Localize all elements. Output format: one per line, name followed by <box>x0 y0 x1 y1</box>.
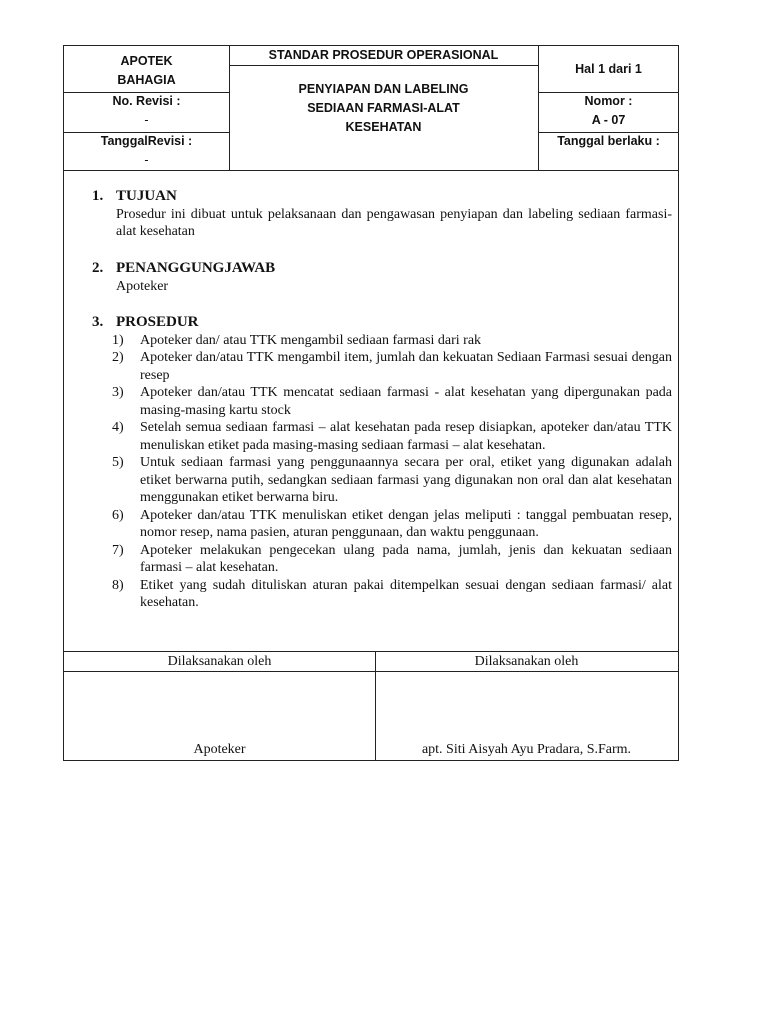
effective-date <box>538 132 679 151</box>
document-number <box>538 92 679 130</box>
doc-title-line1: PENYIAPAN DAN LABELING <box>298 82 469 96</box>
step-text: Setelah semua sediaan farmasi – alat kesehatan pada resep disiapkan, apoteker dan/atau TTK menuliskan etiket pada masing-masing sediaan farmasi – alat kesehatan. <box>140 420 672 453</box>
revision-label: No. Revisi : <box>112 94 181 108</box>
page-indicator: Hal 1 dari 1 <box>575 62 642 76</box>
step-number: 2) <box>112 350 124 365</box>
effective-date-label: Tanggal berlaku : <box>557 134 660 148</box>
doc-title-line3: KESEHATAN <box>345 120 422 134</box>
section-tujuan-text: Prosedur ini dibuat untuk pelaksanaan dan pengawasan penyiapan dan labeling sediaan farmasi-alat kesehatan <box>116 206 672 239</box>
step-text: Apoteker dan/atau TTK mencatat sediaan farmasi - alat kesehatan yang dipergunakan pada masing-masing kartu stock <box>140 385 672 418</box>
signature-right-header: Dilaksanakan oleh <box>375 652 678 672</box>
revision-date <box>64 132 229 170</box>
list-item <box>92 332 672 350</box>
section-title: PROSEDUR <box>116 314 199 330</box>
doc-title <box>229 80 538 137</box>
step-number: 8) <box>112 577 124 593</box>
revision-date-label: TanggalRevisi : <box>100 134 193 148</box>
org-name-line2: BAHAGIA <box>117 73 176 87</box>
list-item <box>92 349 672 384</box>
list-item <box>92 454 672 507</box>
list-item <box>92 384 672 419</box>
org-name-line1: APOTEK <box>120 54 173 68</box>
signature-table <box>63 651 679 761</box>
step-number: 3) <box>112 385 124 400</box>
section-title: PENANGGUNGJAWAB <box>116 260 276 276</box>
step-text: Untuk sediaan farmasi yang penggunaannya secara per oral, etiket yang digunakan adalah etiket berwarna putih, sedangkan sediaan farmasi yang digunakan non oral dan alat kesehatan menggunakan etiket berwarna biru. <box>140 455 672 505</box>
step-number: 1) <box>112 332 124 348</box>
section-prosedur-heading <box>92 314 672 332</box>
section-penanggungjawab <box>92 260 672 295</box>
list-item <box>92 542 672 577</box>
section-title: TUJUAN <box>116 188 177 204</box>
section-prosedur <box>92 314 672 612</box>
section-number: 2. <box>92 260 104 276</box>
signature-left-name: Apoteker <box>193 742 246 757</box>
section-number: 1. <box>92 188 104 204</box>
step-text: Apoteker dan/atau TTK menuliskan etiket dengan jelas meliputi : tanggal pembuatan resep, nomor resep, nama pasien, aturan penggunaan, dan waktu penggunaan. <box>140 507 672 540</box>
list-item <box>92 419 672 454</box>
org-name <box>64 52 229 90</box>
section-penanggungjawab-heading <box>92 260 672 278</box>
list-item <box>92 507 672 542</box>
doc-title-line2: SEDIAAN FARMASI-ALAT <box>307 101 460 115</box>
revision-date-value: - <box>144 153 149 167</box>
list-item <box>92 577 672 612</box>
section-tujuan <box>92 188 672 241</box>
step-text: Apoteker melakukan pengecekan ulang pada nama, jumlah, jenis dan kekuatan sediaan farmasi – alat kesehatan. <box>140 542 672 575</box>
signature-right <box>375 652 678 760</box>
revision-value: - <box>144 113 149 127</box>
step-number: 4) <box>112 420 124 435</box>
sop-header-table <box>63 45 679 171</box>
signature-left <box>64 652 376 760</box>
step-text: Apoteker dan/ atau TTK mengambil sediaan farmasi dari rak <box>140 332 482 348</box>
number-label: Nomor : <box>584 94 633 108</box>
revision-number <box>64 92 229 130</box>
section-number: 3. <box>92 314 104 330</box>
doc-type: STANDAR PROSEDUR OPERASIONAL <box>268 48 499 62</box>
step-number: 7) <box>112 542 124 558</box>
section-penanggungjawab-text: Apoteker <box>116 278 169 294</box>
number-value: A - 07 <box>591 113 626 127</box>
step-number: 5) <box>112 455 124 470</box>
step-text: Etiket yang sudah dituliskan aturan pakai ditempelkan sesuai dengan sediaan farmasi/ alat kesehatan. <box>140 577 672 610</box>
signature-left-header: Dilaksanakan oleh <box>64 652 375 672</box>
section-tujuan-heading <box>92 188 672 206</box>
step-text: Apoteker dan/atau TTK mengambil item, jumlah dan kekuatan Sediaan Farmasi sesuai dengan resep <box>140 350 672 383</box>
signature-right-name: apt. Siti Aisyah Ayu Pradara, S.Farm. <box>421 742 632 757</box>
procedure-steps <box>92 332 672 612</box>
step-number: 6) <box>112 507 124 523</box>
